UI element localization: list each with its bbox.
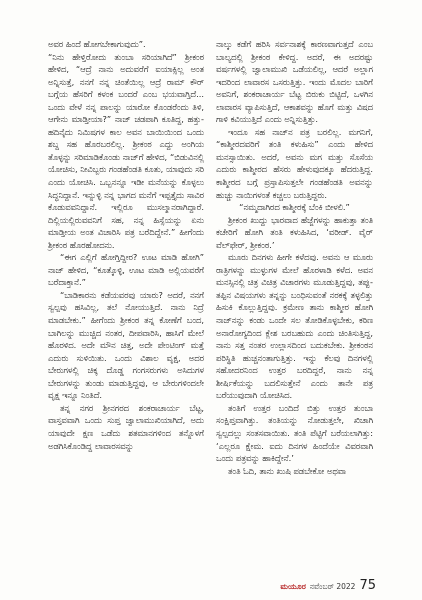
paragraph: “ಬಾಡಿಕಾರನು ಕಡೆಯವರವು ಯಾರು? ಅದರೆ, ನನಗೆ ಸ್ವಲ್ಪವು ಹಸಿವಿಲ್ಲ, ತಲೆ ನೋಯುತ್ತಿದೆ. ನಾನು ನಿದ್ರೆ ಮಾಡಬೇಕು.” ಹೀಗೆಂದು ಶ್ರೀಕಂಠ ತನ್ನ ಕೋಣೆಗೆ ಬಂದ, ಬಾಗಿಲನ್ನು ಮುಚ್ಚಿದ ನಂತರ, ದೀಪವಾರಿಸಿ, ಹಾಸಿಗೆ ಮೇಲೆ ಹೊರಳಿದ. ಅದೇ ಮೌನ ಚಿತ್ತ, ಅದೇ ಪೇಂಟಿಂಗ್ ಮತ್ತೆ ಎದುರು ಸುಳಿಯಿತು. ಒಂದು ವಿಶಾಲ ವೃಕ್ಷ, ಅದರ ಬೇರುಗಳಲ್ಲಿ ಚಿಕ್ಕ ದೊಡ್ಡ ಗಂಗಸರುಗಳು ಅಸಿದುಗಳ ಬೇರುಗಳನ್ನು ತುಂಡು ಮಾಡುತ್ತಿದ್ದವು, ಆ ಬೇರುಗಳಿಂದಲೇ ವೃಕ್ಷ ಇನ್ನೂ ನಿಂತಿದೆ. [48, 289, 204, 401]
paragraph: “ಈಗ ಎಲ್ಲಿಗೆ ಹೋಗ್ತಿದ್ದೀರ? ಊಟ ಮಾಡಿ ಹೋಗಿ” ನಾಜ್ ಹೇಳಿದ, “ಕೂತ್ಕೊಳ್ಳಿ, ಊಟ ಮಾಡಿ ಅಲ್ಲಿಯವರೆಗೆ ಬರೆದಾಕ್ತಾನೆ.” [48, 252, 204, 288]
paragraph: ನಾಲ್ಕು ಕಡೆಗೆ ಹರಿಸಿ ಸರ್ವನಾಶಕ್ಕೆ ಕಾರಣವಾಗುತ್ತದೆ ಎಂಬ ಬಾಲ್ಯದಲ್ಲಿ ಶ್ರೀಕಂಠ ಕೇಳಿದ್ದ. ಅದರೆ, ಈ ಅದರಷ್ಟು ವರ್ಷಗಳಲ್ಲಿ ಜ್ವಾಲಾಮುಖಿ ಒಡೆಯಲಿಲ್ಲ, ಆದರೆ ಅಲ್ಲಾಗ ಇದರಿಂದ ಲಾವಾರಸ ಒಸರುತ್ತಿತ್ತು. ಇಂದು ಮೊದಲ ಬಾರಿಗೆ ಅವನಿಗೆ, ಶಂಕರಾಚಾರ್ಯ ಬೆಟ್ಟ ಬಿರುಕು ಬಿಟ್ಟಿದೆ, ಒಳಗಿನ ಲಾವಾರಸ ವ್ಯಾಪಿಸುತ್ತಿದೆ, ಆಕಾಶವನ್ನು ಹೊಗೆ ಮತ್ತು ವಿಷದ ಗಾಳಿ ಕವಿಯುತ್ತಿದೆ ಎಂದು ಅನ್ನಿಸುತ್ತಿತ್ತು. [216, 39, 373, 125]
issue-date: ನವೆಂಬರ್ 2022 [309, 582, 356, 591]
paragraph: “ನಿನು ಹೇಳ್ತಿರೋದು ತುಂಬಾ ಸರಿಯಾಗಿದೆ” ಶ್ರೀಕಂಠ ಹೇಳಿದ, “ಆದ್ರೆ ನಾನು ಅದುವರೆಗೆ ಐಯಾಕ್ಸಿಲ್ಲ ಅಂತ ಅನ್ನಿಸುತ್ತೆ, ನನಗೆ ನನ್ನ ಚಿಂತೆಯಿಲ್ಲ ಆದ್ರೆ ರಾಮ್ ಕೌರ್ ಬಗ್ಗೆಯ ಹೆಸರಿಗೆ ಕಳಂಕ ಬಂದರೆ ಎಂಬ ಭಯವಾಗ್ತಿದೆ... ಒಂದು ವೇಳೆ ನನ್ನ ಪಾಲನ್ನು ಯಾರೋ ಕೊಂಡರೆಂದು ತಿಳಿ, ಆಗೇನು ಮಾಡ್ತೀಯಾ?” ನಾಜ್ ಚಡಪಾಗಿ ಕೂತಿದ್ದ, ಹತ್ತು-ಹದಿನೈದು ನಿಮಿಷಗಳ ಕಾಲ ಅವನ ಬಾಯಿಯಿಂದ ಒಂದು ಶಬ್ದ ಸಹ ಹೊರಬರಲಿಲ್ಲ. ಶ್ರೀಕಂಠ ಎದ್ದು ಅಂಗಿಯ ತೊಳ್ಳನ್ನು ಸರಿಮಾಡಿಕೊಂಡು ನಾಜ್‌ಗೆ ಹೇಳಿದ, “ಬಿಡುವಿನಲ್ಲಿ ಯೋಚಿಸು, ನೀವಿಬ್ಬರು ಗಂಡಹೆಂಡತಿ ಕೂತು, ಯಾವುದು ಸರಿ ಎಂದು ಯೋಚಿಸಿ. ಒಬ್ಬನನ್ನೂ ಇಡೀ ಮನೆಯನ್ನು ಕೊಳ್ಳಲು ಸಿದ್ಧನಿದ್ದಾನೆ. ಇನ್ನುಳ್ಳಿ ನನ್ನ ಭಾಗದ ಮನೆಗೆ ಇಪ್ಪತ್ತೈದು ಸಾವಿರ ಕೊಡುವವನಿದ್ದಾನೆ. ಇಲ್ಲಿರೂ ಮುಸಲ್ಮಾನರಾಗಿದ್ದಾರೆ. ದಿಲ್ಲಿಯಲ್ಲಿರುವವನಿಗೆ ಸಹ, ನನ್ನ ಹಿಸ್ಸೆಯನ್ನು ಏನು ಮಾಡ್ತೀಯ ಅಂತ ವಿಚಾರಿಸಿ ಪತ್ರ ಬರೆದಿದ್ದೇನೆ.” ಹೀಗೆಂದು ಶ್ರೀಕಂಠ ಹೊರಹೋದನು. [48, 51, 204, 250]
paragraph: ಇಂದೂ ಸಹ ನಾಜ್‌ನ ಪತ್ರ ಬರಲಿಲ್ಲ. ಮಗನಿಗೆ, “ಕಾಶ್ಮೀರದವರಿಗೆ ತಂತಿ ಕಳುಹಿಸು” ಎಂದು ಹೇಳಿದ ಮನಸ್ಸಾಯಿತು. ಅದರೆ, ಅವನು ಮಗ ಮತ್ತು ಸೊಸೆಯ ಎದುರು ಕಾಶ್ಮೀರದ ಹೆಸರು ಹೇಳುವುದಕ್ಕೂ ಹೆದರುತ್ತಿದ್ದ. ಕಾಶ್ಮೀರದ ಬಗ್ಗೆ ಪ್ರಸ್ತಾಪಿಸುತ್ತಲೇ ಗಂಡಹೆಂಡತಿ ಅವನನ್ನು ಹುಚ್ಚು ನಾಯಿಗಳಂತೆ ಕಚ್ಚಲು ಬರುತ್ತಿದ್ದರು. [216, 126, 373, 200]
paragraph: ತಂತಿಗೆ ಉತ್ತರ ಬಂದಿದೆ ಬಿತ್ತು ಉತ್ತರ ತುಂಬಾ ಸಂಕ್ಷಿಪ್ತವಾಗಿತ್ತು. ತಂತಿಯನ್ನು ನೋಡುತ್ತಲೇ, ಖಿಚಾಗಿ ಸ್ವಲ್ಪದಲ್ಲು ಸಂತಸವಾಯಿತು. ತಂತಿ ಪೆಟ್ಟಿಗೆ ಬರೆಯಲಾಗಿತ್ತು: ‘ಎಲ್ಲರೂ ಕ್ಷೇಮ. ಐದು ದಿನಗಳ ಹಿಂದೆಯೇ ವಿವರವಾಗಿ ಒಂದು ಪತ್ರವನ್ನು ಹಾಕಿದ್ದೇನೆ.’ [216, 402, 373, 464]
paragraph: “ನಮ್ಮದಾಗಿರದ ಕಾಶ್ಮೀರಕ್ಕೆ ಬೆಂಕಿ ಬೀಳಲಿ.” [239, 202, 350, 213]
paragraph: ಶ್ರೀಕಂಠ ಖುದ್ದು ಭಾರವಾದ ಹೆಜ್ಜೆಗಳನ್ನು ಹಾಕುತ್ತಾ ತಂತಿ ಕಚೇರಿಗೆ ಹೋಗಿ ತಂತಿ ಕಳುಹಿಸಿದ, ‘ವರೀಡ್. ವೈರ್ ವೆಲ್‌ಫೇರ್, ಶ್ರೀಕಂಠ.’ [216, 214, 373, 250]
paragraph: ತಂತಿ ಓದಿ, ತಾನು ಖುಷಿ ಪಡಬೇಕೋ ಅಥವಾ [228, 465, 346, 476]
paragraph: ಮೂರು ದಿನಗಳು ಹೀಗೇ ಕಳೆದವು. ಅವನು ಆ ಮೂರು ರಾತ್ರಿಗಳನ್ನು ಮುಳ್ಳುಗಳ ಮೇಲೆ ಹೊರಳಾಡಿ ಕಳೆದ. ಅವನ ಮನಸ್ಸಿನಲ್ಲಿ ಚಿತ್ರ ವಿಚಿತ್ರ ವಿಚಾರಗಳು ಮೂಡುತ್ತಿದ್ದವು, ತಪ್ಪು-ತಪ್ಪಿನ ವಿಷಯಗಳು ತನ್ನನ್ನು ಬಂಧಿಸುವಂತೆ ನರಕಕ್ಕೆ ತಳ್ಳಲಿತ್ತು ಹಿಸುಕಿ ಕೊಲ್ಲುತ್ತಿದ್ದವು. ಕ್ರಮೇಣ ತಾನು ಕಾಶ್ಮೀರ ಹೋಗಿ ನಾಜ್‌ನನ್ನು ಕಂಡು ಒಂದೇ ಸಲ ತೋಡಿಕೊಳ್ಳಬೇಕು, ಕಠಿಣ ಅನಾರೋಗ್ಯದಿಂದ ಕ್ಲೇಶ ಬರಬಹುದು ಎಂದು ಚಿಂತಿಸುತ್ತಿದ್ದ, ನಾನು ಸತ್ತ ನಂತರ ಉಲ್ಲಾಸದಿಂದ ಬದುಕಬೇಕು. ಶ್ರೀಕಂಠನ ಪರಿಸ್ಥಿತಿ ಹುಚ್ಚನಂತಾಗುತ್ತಿತ್ತು. ಇನ್ನು ಕೆಲವು ದಿನಗಳಲ್ಲಿ ಸಹೋದರನಿಂದ ಉತ್ತರ ಬರದಿದ್ದರೆ, ನಾನು ನನ್ನ ಶೀರ್ಷಿಕೆಯನ್ನು ಬದಲಿಸುತ್ತೇನೆ ಎಂದು ತಾನೇ ಪತ್ರ ಬರೆಯುವುದಾಗಿ ಯೋಚಿಸಿದ. [216, 252, 373, 401]
magazine-brand: ಮಯೂರ [280, 581, 306, 591]
page-footer [280, 578, 376, 593]
left-text-column [48, 38, 204, 452]
right-text-column [216, 38, 373, 477]
paragraph: ಅವರ ಹಿಂದೆ ಹೋಗಬೇಕಾಗುವುದು”. [48, 39, 146, 49]
page-number: 75 [359, 578, 376, 593]
paragraph: ತನ್ನ ನಗರ ಶ್ರೀನಗರದ ಶಂಕರಾಚಾರ್ಯ ಬೆಟ್ಟ, ವಾಸ್ತವವಾಗಿ ಒಂದು ಸುಪ್ತ ಜ್ವಾಲಾಮುಖಿಯಾಗಿದೆ, ಅದು ಯಾವುದೇ ಕ್ಷಣ ಒಡೆದು ಶತಮಾನಗಳಿಂದ ತನ್ನೊಳಗೆ ಅಡಗಿಸಿಕೊಂಡಿದ್ದ ಲಾವಾರಸವನ್ನು [48, 402, 204, 451]
